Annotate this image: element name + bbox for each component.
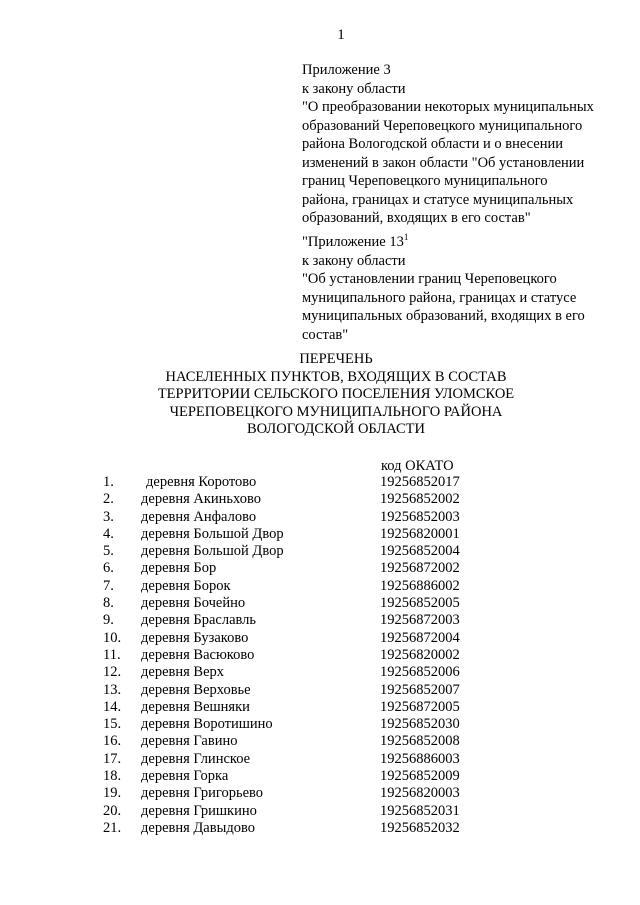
okato-code: 19256872002 (380, 560, 460, 577)
row-number: 18. (103, 768, 122, 785)
settlement-name: деревня Большой Двор (141, 543, 284, 560)
settlement-name: деревня Акиньхово (141, 491, 261, 508)
row-number: 14. (103, 698, 122, 715)
row-number: 6. (103, 560, 114, 577)
table-row (0, 595, 640, 612)
settlement-name: деревня Гришкино (141, 802, 257, 819)
table-row (0, 474, 640, 491)
table-row (0, 733, 640, 750)
row-number: 3. (103, 508, 114, 525)
settlement-name: деревня Анфалово (141, 508, 257, 525)
appendix-title-text: "Приложение 13 (302, 234, 404, 250)
row-number: 10. (103, 629, 122, 646)
settlement-name: деревня Давыдово (141, 819, 255, 836)
document-heading (0, 351, 640, 439)
okato-code: 19256852005 (380, 595, 460, 612)
table-row (0, 785, 640, 802)
okato-code: 19256852004 (380, 543, 460, 560)
heading-line: НАСЕЛЕННЫХ ПУНКТОВ, ВХОДЯЩИХ В СОСТАВ (165, 368, 507, 385)
row-number: 2. (103, 491, 114, 508)
okato-column-header: код ОКАТО (381, 458, 454, 474)
settlement-name: деревня Гавино (141, 733, 238, 750)
settlement-name: деревня Васюково (141, 646, 255, 663)
settlement-name: деревня Верх (141, 664, 225, 681)
settlement-name: деревня Вешняки (141, 698, 250, 715)
row-number: 8. (103, 595, 114, 612)
heading-line: ПЕРЕЧЕНЬ (299, 351, 373, 367)
row-number: 13. (103, 681, 122, 698)
settlement-name: деревня Воротишино (141, 716, 273, 733)
settlement-name: деревня Горка (141, 768, 229, 785)
row-number: 15. (103, 716, 122, 733)
settlement-name: деревня Большой Двор (141, 525, 284, 542)
table-row (0, 803, 640, 820)
settlement-name: деревня Бузаково (141, 629, 249, 646)
appendix-line: образований Череповецкого муниципального (302, 117, 583, 134)
row-number: 9. (103, 612, 114, 629)
table-row (0, 560, 640, 577)
appendix-title (302, 233, 620, 252)
settlement-name: деревня Глинское (141, 750, 251, 767)
settlement-name: деревня Браславль (141, 612, 257, 629)
row-number: 7. (103, 577, 114, 594)
appendix-line: к закону области (302, 252, 406, 269)
appendix-line: "О преобразовании некоторых муниципальных (302, 99, 594, 115)
row-number: 20. (103, 802, 122, 819)
okato-code: 19256820003 (380, 785, 460, 802)
appendix-line: района Вологодской области и о внесении (302, 136, 563, 152)
table-row (0, 682, 640, 699)
okato-code: 19256852031 (380, 802, 460, 819)
row-number: 1. (103, 474, 114, 490)
heading-line: ЧЕРЕПОВЕЦКОГО МУНИЦИПАЛЬНОГО РАЙОНА (169, 403, 503, 420)
appendix-13-1-header (302, 233, 620, 344)
okato-code: 19256852032 (380, 819, 460, 836)
appendix-title-superscript: 1 (403, 232, 409, 242)
row-number: 5. (103, 543, 114, 560)
appendix-line: муниципальных образований, входящих в его (302, 308, 585, 324)
okato-code: 19256852017 (380, 474, 460, 490)
appendix-line: района, границах и статусе муниципальных (302, 191, 574, 208)
appendix-line: изменений в закон области "Об установлении (302, 154, 585, 171)
okato-code: 19256852008 (380, 733, 460, 750)
table-row (0, 699, 640, 716)
okato-code: 19256852030 (380, 716, 460, 733)
settlement-name: деревня Бор (141, 560, 217, 577)
settlement-name: деревня Бочейно (141, 595, 246, 612)
row-number: 19. (103, 785, 122, 802)
okato-code: 19256820002 (380, 646, 460, 663)
table-row (0, 509, 640, 526)
okato-code: 19256872005 (380, 698, 460, 715)
appendix-line: муниципального района, границах и статусе (302, 289, 577, 306)
table-row (0, 716, 640, 733)
okato-code: 19256852006 (380, 664, 460, 681)
table-row (0, 751, 640, 768)
okato-code: 19256886002 (380, 577, 460, 594)
okato-code: 19256872004 (380, 629, 460, 646)
appendix-line: состав" (302, 326, 349, 343)
table-row (0, 578, 640, 595)
okato-code: 19256852009 (380, 768, 460, 785)
appendix-line: границ Череповецкого муниципального (302, 173, 548, 189)
appendix-3-header (302, 61, 620, 228)
table-row (0, 543, 640, 560)
table-row (0, 664, 640, 681)
okato-code: 19256852003 (380, 508, 460, 525)
row-number: 17. (103, 750, 122, 767)
settlement-name: деревня Коротово (146, 474, 257, 490)
settlement-name: деревня Верховье (141, 681, 251, 698)
appendix-line: Приложение 3 (302, 62, 391, 78)
heading-line: ВОЛОГОДСКОЙ ОБЛАСТИ (247, 421, 425, 437)
appendix-line: "Об установлении границ Череповецкого (302, 271, 557, 287)
table-row (0, 491, 640, 508)
row-number: 21. (103, 819, 122, 836)
table-row (0, 526, 640, 543)
okato-code: 19256886003 (380, 750, 460, 767)
okato-code: 19256852007 (380, 681, 460, 698)
row-number: 11. (103, 646, 121, 663)
settlement-name: деревня Борок (141, 577, 231, 594)
row-number: 12. (103, 664, 122, 681)
table-row (0, 630, 640, 647)
row-number: 16. (103, 733, 122, 750)
okato-code: 19256872003 (380, 612, 460, 629)
table-row (0, 820, 640, 837)
page-number: 1 (337, 27, 345, 43)
heading-line: ТЕРРИТОРИИ СЕЛЬСКОГО ПОСЕЛЕНИЯ УЛОМСКОЕ (157, 386, 515, 402)
okato-code: 19256852002 (380, 491, 460, 508)
okato-code: 19256820001 (380, 525, 460, 542)
table-row (0, 768, 640, 785)
settlement-list (0, 474, 640, 837)
table-row (0, 647, 640, 664)
row-number: 4. (103, 525, 114, 542)
appendix-line: к закону области (302, 80, 406, 97)
table-row (0, 612, 640, 629)
settlement-name: деревня Григорьево (141, 785, 264, 802)
appendix-line: образований, входящих в его состав" (302, 210, 531, 226)
